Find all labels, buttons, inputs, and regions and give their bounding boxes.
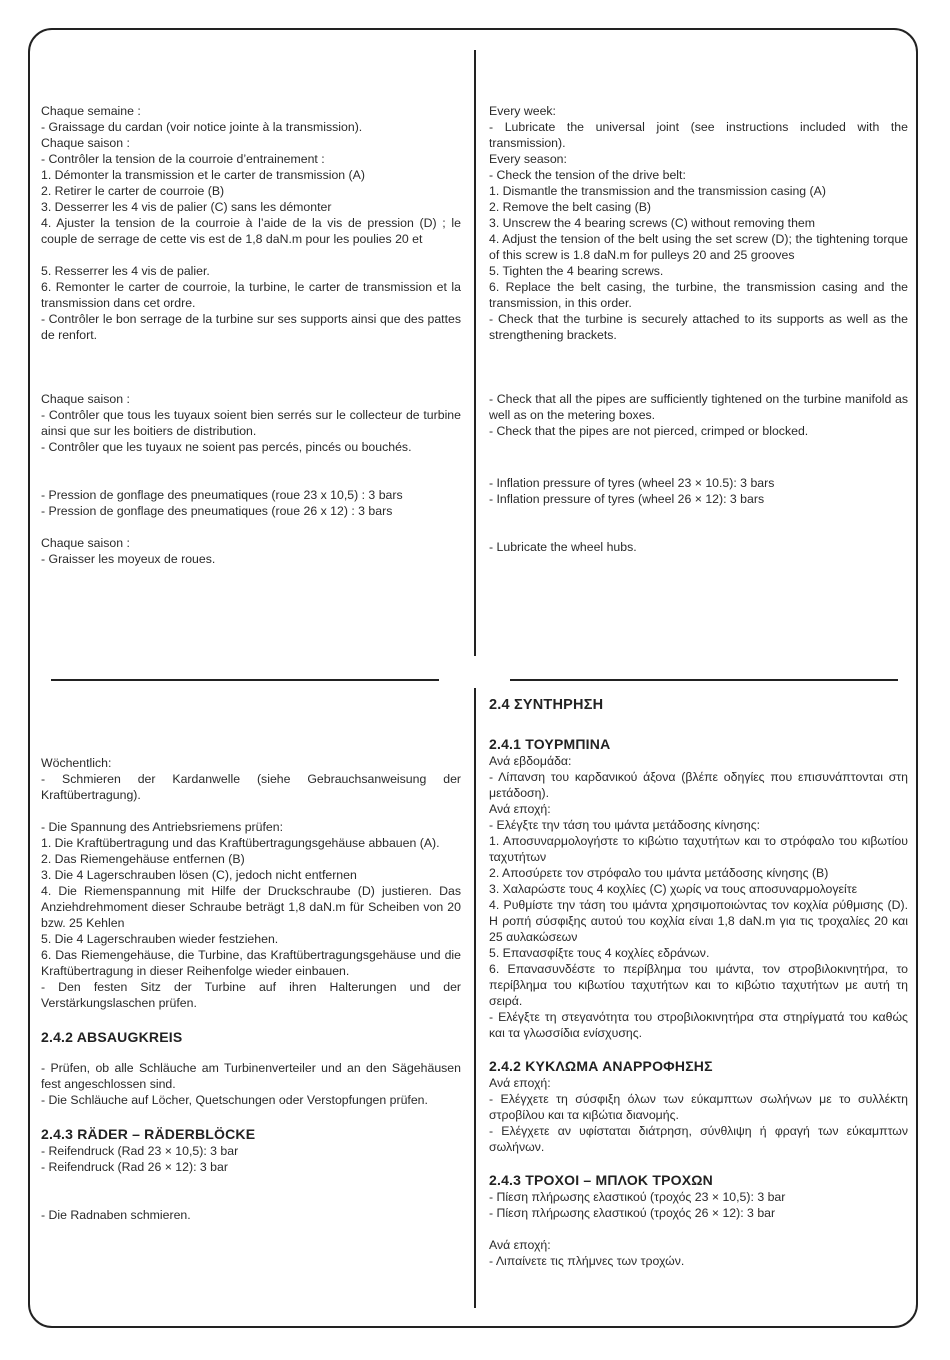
text-line [41, 1191, 461, 1207]
greek-turbine-block [489, 753, 908, 1041]
text-line: 6. Das Riemengehäuse, die Turbine, das Kraftübertragungsgehäuse und die Kraftübertragung in dieser Reihenfolge wieder einbauen. [41, 948, 461, 978]
text-line: 2. Retirer le carter de courroie (B) [41, 184, 225, 198]
column-divider-top [474, 50, 476, 656]
german-column [41, 755, 461, 1223]
text-line: - Contrôler que tous les tuyaux soient bien serrés sur le collecteur de turbine ainsi que sur les boitiers de distribution. [41, 408, 461, 438]
german-wheels-heading: 2.4.3 RÄDER – RÄDERBLÖCKE [41, 1126, 256, 1142]
text-line: - Lubricate the universal joint (see instructions included with the transmission). [489, 120, 908, 150]
english-suction-block [489, 391, 908, 439]
greek-wheels-block [489, 1189, 908, 1269]
greek-column [489, 695, 908, 1269]
text-line: 4. Die Riemenspannung mit Hilfe der Druckschraube (D) justieren. Das Anziehdrehmoment dieser Schraube beträgt 1,8 daN.m für Scheiben von 20 bzw. 25 Kehlen [41, 884, 461, 930]
text-line: - Check that the pipes are not pierced, crimped or blocked. [489, 424, 809, 438]
text-line: Ανά εβδομάδα: [489, 754, 572, 768]
text-line: 6. Remonter le carter de courroie, la turbine, le carter de transmission et la transmission dans cet ordre. [41, 280, 461, 310]
text-line: 2. Remove the belt casing (B) [489, 200, 651, 214]
text-line: - Pression de gonflage des pneumatiques (roue 23 x 10,5) : 3 bars [41, 488, 403, 502]
text-line [489, 507, 908, 523]
text-line: - Inflation pressure of tyres (wheel 26 × 12): 3 bars [489, 492, 765, 506]
text-line: - Die Schläuche auf Löcher, Quetschungen oder Verstopfungen prüfen. [41, 1093, 428, 1107]
text-line: 5. Επανασφίξτε τους 4 κοχλίες εδράνων. [489, 946, 710, 960]
text-line [489, 1221, 908, 1237]
text-line: - Check the tension of the drive belt: [489, 168, 686, 182]
text-line: - Die Spannung des Antriebsriemens prüfen: [41, 820, 283, 834]
text-line: 3. Die 4 Lagerschrauben lösen (C), jedoch nicht entfernen [41, 868, 357, 882]
text-line: Ανά εποχή: [489, 802, 551, 816]
text-line: - Ελέγχετε αν υφίσταται διάτρηση, σύνθλιψη ή φραγή των εύκαμπτων σωλήνων. [489, 1124, 908, 1154]
text-line: 4. Ρυθμίστε την τάση του ιμάντα χρησιμοποιώντας τον κοχλία ρύθμισης (D). Η ροπή σύσφιξης αυτού του κοχλία είναι 1,8 daN.m για τις τροχαλίες 20 και 25 αυλακώσεων [489, 898, 908, 944]
text-line: Ανά εποχή: [489, 1076, 551, 1090]
text-line: 2. Αποσύρετε τον στρόφαλο του ιμάντα μετάδοσης κίνησης (B) [489, 866, 829, 880]
text-line: 5. Tighten the 4 bearing screws. [489, 264, 664, 278]
german-suction-heading: 2.4.2 ABSAUGKREIS [41, 1029, 183, 1045]
text-line: - Ελέγξτε την τάση του ιμάντα μετάδοσης κίνησης: [489, 818, 761, 832]
text-line: 6. Επανασυνδέστε το περίβλημα του ιμάντα, τον στροβιλοκινητήρα, το περίβλημα του κιβωτίου ταχυτήτων και το κιβώτιο ταχυτήτων με αυτή τη σειρά. [489, 962, 908, 1008]
text-line: 3. Unscrew the 4 bearing screws (C) without removing them [489, 216, 815, 230]
german-wheels-block [41, 1143, 461, 1223]
text-line: - Pression de gonflage des pneumatiques (roue 26 x 12) : 3 bars [41, 504, 393, 518]
text-line: 5. Resserrer les 4 vis de palier. [41, 264, 210, 278]
french-turbine-block [41, 103, 461, 343]
text-line: Chaque saison : [41, 392, 130, 406]
text-line: Every week: [489, 104, 556, 118]
text-line: Chaque saison : [41, 536, 130, 550]
greek-suction-heading: 2.4.2 ΚΥΚΛΩΜΑ ΑΝΑΡΡΟΦΗΣΗΣ [489, 1058, 713, 1074]
text-line: 1. Dismantle the transmission and the transmission casing (A) [489, 184, 826, 198]
text-line: 5. Die 4 Lagerschrauben wieder festziehen. [41, 932, 279, 946]
greek-turbine-heading: 2.4.1 ΤΟΥΡΜΠΙΝΑ [489, 736, 611, 752]
german-suction-block [41, 1060, 461, 1108]
text-line: - Ελέγξτε τη στεγανότητα του στροβιλοκινητήρα στα στηρίγματά του καθώς και τα γλωσσίδια ενίσχυσης. [489, 1010, 908, 1040]
text-line: Wöchentlich: [41, 756, 112, 770]
text-line: - Check that all the pipes are sufficiently tightened on the turbine manifold as well as on the metering boxes. [489, 392, 908, 422]
text-line: 6. Replace the belt casing, the turbine, the transmission casing and the transmission, in this order. [489, 280, 908, 310]
english-wheels-block [489, 475, 908, 555]
english-turbine-block [489, 103, 908, 343]
text-line: - Schmieren der Kardanwelle (siehe Gebrauchsanweisung der Kraftübertragung). [41, 772, 461, 802]
text-line: 1. Αποσυναρμολογήστε το κιβώτιο ταχυτήτων και το στρόφαλο του κιβωτίου ταχυτήτων [489, 834, 908, 864]
text-line: Chaque saison : [41, 136, 130, 150]
text-line: - Ελέγχετε τη σύσφιξη όλων των εύκαμπτων σωλήνων με το συλλέκτη στροβίλου και τα κιβώτια διανομής. [489, 1092, 908, 1122]
column-divider-bottom [474, 688, 476, 1308]
text-line: - Contrôler que les tuyaux ne soient pas percés, pincés ou bouchés. [41, 440, 412, 454]
text-line: 1. Die Kraftübertragung und das Kraftübertragungsgehäuse abbauen (A). [41, 836, 440, 850]
text-line [41, 519, 461, 535]
text-line: - Den festen Sitz der Turbine auf ihren Halterungen und der Verstärkungslaschen prüfen. [41, 980, 461, 1010]
text-line: - Contrôler la tension de la courroie d’entrainement : [41, 152, 325, 166]
english-column [489, 103, 908, 555]
text-line: 3. Desserrer les 4 vis de palier (C) sans les démonter [41, 200, 332, 214]
greek-suction-block [489, 1075, 908, 1155]
german-turbine-block [41, 755, 461, 1011]
text-line: Chaque semaine : [41, 104, 141, 118]
text-line: - Πίεση πλήρωσης ελαστικού (τροχός 23 × 10,5): 3 bar [489, 1190, 786, 1204]
text-line: Ανά εποχή: [489, 1238, 551, 1252]
french-wheels-block [41, 487, 461, 567]
greek-wheels-heading: 2.4.3 ΤΡΟΧΟΙ – ΜΠΛΟΚ ΤΡΟΧΩΝ [489, 1172, 713, 1188]
text-line: 3. Χαλαρώστε τους 4 κοχλίες (C) χωρίς να τους αποσυναρμολογείτε [489, 882, 858, 896]
section-rule-right [510, 679, 898, 681]
french-column [41, 103, 461, 567]
text-line: Every season: [489, 152, 567, 166]
text-line: - Reifendruck (Rad 23 × 10,5): 3 bar [41, 1144, 239, 1158]
text-line: 1. Démonter la transmission et le carter de transmission (A) [41, 168, 365, 182]
text-line: - Lubricate the wheel hubs. [489, 540, 637, 554]
text-line [41, 247, 461, 263]
text-line: - Prüfen, ob alle Schläuche am Turbinenverteiler und an den Sägehäusen fest angeschlossen sind. [41, 1061, 461, 1091]
text-line: - Check that the turbine is securely attached to its supports as well as the strengthening brackets. [489, 312, 908, 342]
text-line: - Graissage du cardan (voir notice jointe à la transmission). [41, 120, 363, 134]
text-line: - Graisser les moyeux de roues. [41, 552, 216, 566]
text-line: 4. Adjust the tension of the belt using the set screw (D); the tightening torque of this screw is 1.8 daN.m for pulleys 20 and 25 grooves [489, 232, 908, 262]
text-line: - Πίεση πλήρωσης ελαστικού (τροχός 26 × 12): 3 bar [489, 1206, 776, 1220]
text-line: - Inflation pressure of tyres (wheel 23 × 10.5): 3 bars [489, 476, 775, 490]
text-line [41, 1175, 461, 1191]
text-line: - Contrôler le bon serrage de la turbine sur ses supports ainsi que des pattes de renfort. [41, 312, 461, 342]
greek-section-heading: 2.4 ΣΥΝΤΗΡΗΣΗ [489, 697, 604, 713]
text-line: 2. Das Riemengehäuse entfernen (B) [41, 852, 245, 866]
french-suction-block [41, 391, 461, 455]
text-line: - Reifendruck (Rad 26 × 12): 3 bar [41, 1160, 228, 1174]
text-line: 4. Ajuster la tension de la courroie à l’aide de la vis de pression (D) ; le couple de serrage de cette vis est de 1,8 daN.m pour les poulies 20 et [41, 216, 461, 246]
section-rule-left [51, 679, 439, 681]
text-line [41, 803, 461, 819]
text-line: - Die Radnaben schmieren. [41, 1208, 191, 1222]
text-line [489, 523, 908, 539]
text-line: - Λιπαίνετε τις πλήμνες των τροχών. [489, 1254, 685, 1268]
text-line: - Λίπανση του καρδανικού άξονα (βλέπε οδηγίες που επισυνάπτονται στη μετάδοση). [489, 770, 908, 800]
